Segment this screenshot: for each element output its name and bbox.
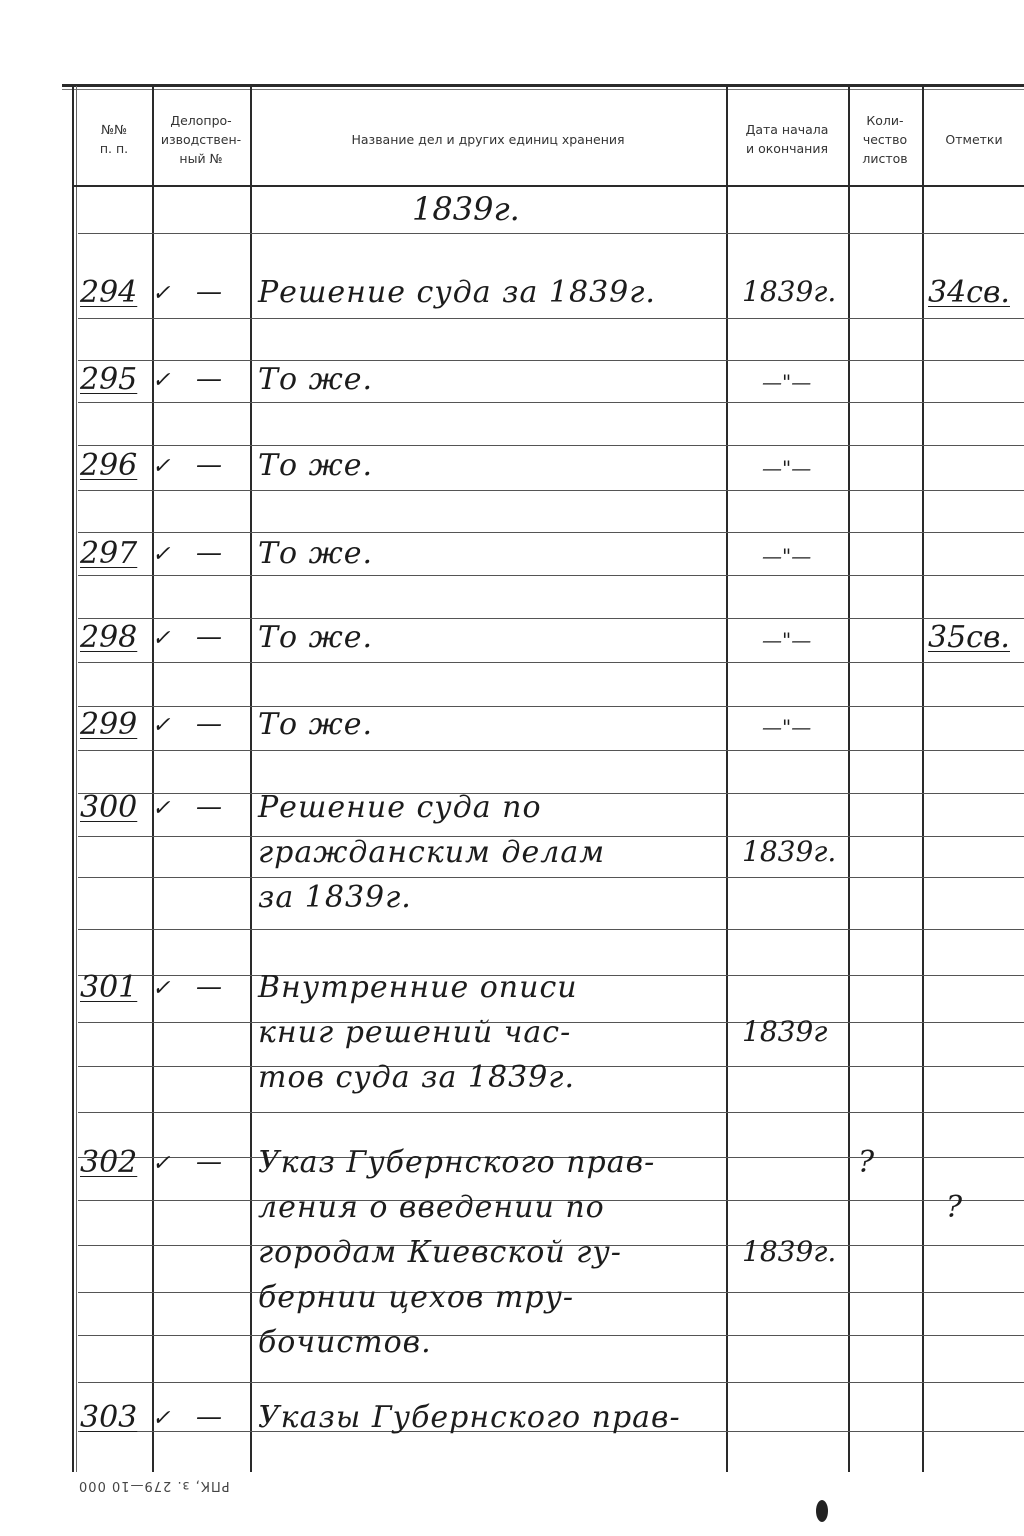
entry-date: —"— [762, 544, 812, 568]
entry-title-line: книг решений час- [258, 1015, 572, 1050]
entry-date: —"— [762, 628, 812, 652]
column-divider-5 [922, 86, 924, 1472]
office-number: — [196, 1147, 222, 1177]
ruled-line [78, 233, 1024, 234]
header-dates: Дата начала и окончания [745, 122, 829, 156]
entry-title-line: гражданским делам [258, 835, 606, 870]
office-number: — [196, 1402, 222, 1432]
office-number: — [196, 792, 222, 822]
ruled-line [78, 1335, 1024, 1336]
ruled-line [78, 929, 1024, 930]
entry-date: 1839г. [742, 275, 837, 308]
entry-note: 35св. [928, 620, 1010, 655]
column-divider-2 [250, 86, 252, 1472]
entry-title-line: Решение суда по [258, 790, 542, 825]
entry-date: 1839г. [742, 835, 837, 868]
ruled-line [78, 618, 1024, 619]
ruled-line [78, 706, 1024, 707]
ruled-line [78, 1112, 1024, 1113]
entry-number: 297 [80, 536, 138, 571]
entry-number: 303 [80, 1400, 138, 1435]
ruled-line [78, 662, 1024, 663]
check-mark: ✓ [152, 542, 171, 567]
table-left-border [72, 86, 74, 1472]
check-mark: ✓ [152, 368, 171, 393]
entry-title-line: То же. [258, 707, 373, 742]
entry-number: 298 [80, 620, 138, 655]
office-number: — [196, 622, 222, 652]
ruled-line [78, 360, 1024, 361]
header-office-number: Делопро- изводствен- ный № [160, 112, 242, 166]
entry-title-line: То же. [258, 448, 373, 483]
ruled-line [78, 445, 1024, 446]
header-sheets: Коли- чество листов [862, 112, 908, 166]
check-mark: ✓ [152, 281, 171, 306]
entry-title-line: Указы Губернского прав- [258, 1400, 681, 1435]
entry-title-line: бочистов. [258, 1325, 432, 1360]
header-title: Название дел и других единиц хранения [351, 131, 625, 147]
entry-sheets: ? [858, 1145, 875, 1180]
ruled-line [78, 1382, 1024, 1383]
header-notes: Отметки [945, 131, 1003, 147]
entry-note: ? [946, 1190, 963, 1225]
check-mark: ✓ [152, 1406, 171, 1431]
office-number: — [196, 277, 222, 307]
entry-date: 1839г [742, 1015, 828, 1048]
entry-title-line: бернии цехов тру- [258, 1280, 575, 1315]
ink-blot [816, 1500, 828, 1522]
entry-title-line: То же. [258, 620, 373, 655]
check-mark: ✓ [152, 626, 171, 651]
entry-number: 302 [80, 1145, 138, 1180]
ruled-line [78, 402, 1024, 403]
check-mark: ✓ [152, 713, 171, 738]
header-bottom-border [74, 185, 1024, 187]
entry-date: —"— [762, 715, 812, 739]
check-mark: ✓ [152, 1151, 171, 1176]
entry-note: 34св. [928, 275, 1010, 310]
print-footer: РПК, з. 279—10 000 [78, 1478, 230, 1493]
entry-date: 1839г. [742, 1235, 837, 1268]
ruled-line [78, 490, 1024, 491]
table-top-border-inner [62, 89, 1024, 90]
entry-title-line: Внутренние описи [258, 970, 578, 1005]
entry-title-line: тов суда за 1839г. [258, 1060, 575, 1095]
entry-number: 295 [80, 362, 138, 397]
office-number: — [196, 972, 222, 1002]
entry-title-line: ления о введении по [258, 1190, 605, 1225]
check-mark: ✓ [152, 454, 171, 479]
ruled-line [78, 575, 1024, 576]
entry-title-line: То же. [258, 536, 373, 571]
column-divider-4 [848, 86, 850, 1472]
check-mark: ✓ [152, 796, 171, 821]
entry-number: 300 [80, 790, 138, 825]
entry-date: —"— [762, 370, 812, 394]
entry-date: —"— [762, 456, 812, 480]
office-number: — [196, 364, 222, 394]
ruled-line [78, 877, 1024, 878]
entry-title-line: Указ Губернского прав- [258, 1145, 656, 1180]
header-number: №№ п. п. [99, 122, 129, 156]
office-number: — [196, 450, 222, 480]
ruled-line [78, 532, 1024, 533]
table-left-border-inner [76, 86, 77, 1472]
column-divider-3 [726, 86, 728, 1472]
ruled-line [78, 318, 1024, 319]
entry-title-line: за 1839г. [258, 880, 412, 915]
entry-title-line: Решение суда за 1839г. [258, 275, 656, 310]
entry-number: 294 [80, 275, 138, 310]
ruled-line [78, 750, 1024, 751]
check-mark: ✓ [152, 976, 171, 1001]
office-number: — [196, 709, 222, 739]
entry-number: 301 [80, 970, 138, 1005]
year-heading: 1839г. [412, 190, 520, 228]
entry-title-line: То же. [258, 362, 373, 397]
entry-number: 299 [80, 707, 138, 742]
office-number: — [196, 538, 222, 568]
table-top-border [62, 84, 1024, 87]
entry-number: 296 [80, 448, 138, 483]
entry-title-line: городам Киевской гу- [258, 1235, 622, 1270]
